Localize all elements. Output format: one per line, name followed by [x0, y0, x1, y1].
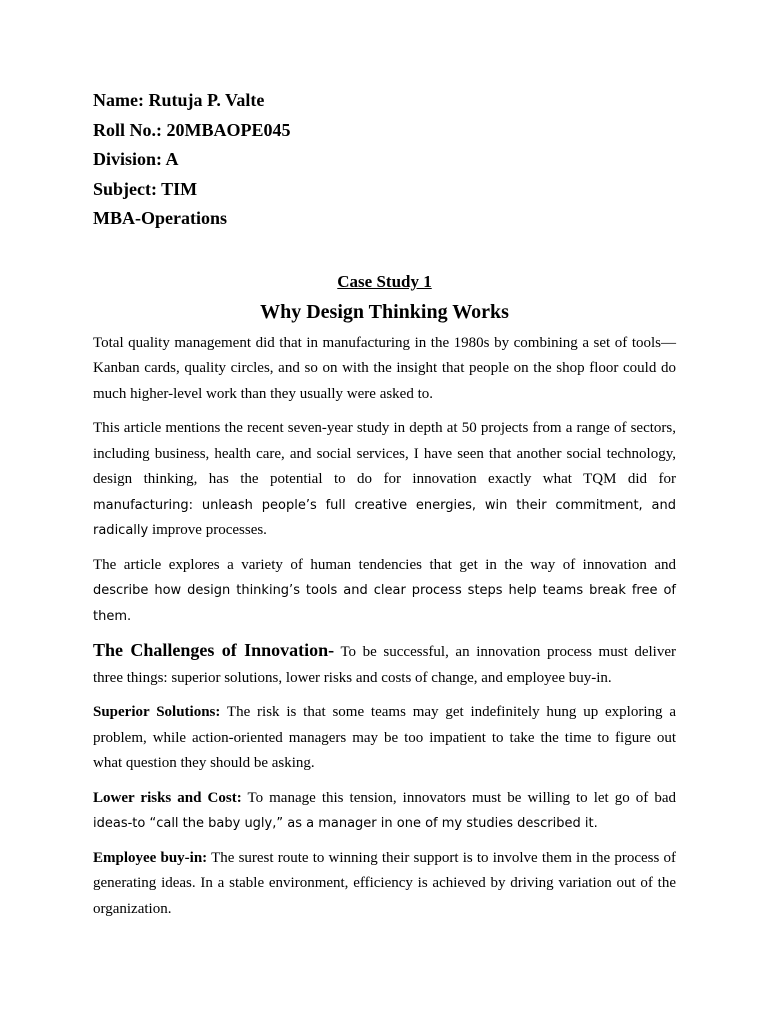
superior-solutions-heading: Superior Solutions: [93, 704, 221, 720]
division: Division: A [93, 149, 179, 169]
paragraph-study-text: This article mentions the recent seven-year study in depth at 50 projects from a range of sectors, including business, health care, and social services, I have seen that another social technology, design thinking, has the potential to do for innovation exactly what TQM did for [93, 420, 676, 487]
case-study-title: Case Study 1 [337, 271, 432, 291]
employee-buy-in-text: The surest route to winning their support is to involve them in the process of generating ideas. In a stable environment, efficiency is achieved by driving variation out of the organization. [93, 849, 676, 917]
roll-number: Roll No.: 20MBAOPE045 [93, 119, 291, 140]
challenges-text: To be successful, an innovation process must deliver three things: superior solutions, lower risks and costs of change, and employee buy-in. [93, 644, 676, 686]
student-name: Name: Rutuja P. Valte [93, 90, 265, 110]
paragraph-study-end: improve processes. [148, 522, 267, 538]
paragraph-study-sans-text: manufacturing: unleash people’s full creative energies, win their commitment, and radically [93, 497, 676, 538]
article-title: Why Design Thinking Works [260, 300, 509, 323]
student-info [93, 86, 676, 234]
subject: Subject: TIM [93, 178, 198, 199]
lower-risks-text: To manage this tension, innovators must be willing to let go of bad [241, 789, 676, 806]
lower-risks-sans-text: ideas-to “call the baby ugly,” as a manager in one of my studies described it. [93, 816, 598, 831]
paragraph-tqm [93, 331, 676, 408]
paragraph-tendencies [93, 553, 676, 630]
challenges-heading: The Challenges of Innovation- [93, 640, 335, 660]
employee-buy-in-heading: Employee buy-in: [93, 849, 208, 866]
paragraph-tendencies-sans-text: describe how design thinking’s tools and clear process steps help teams break free of them. [93, 583, 676, 624]
paragraph-superior-solutions [93, 700, 676, 777]
program: MBA-Operations [93, 208, 227, 228]
paragraph-employee-buy-in [93, 846, 676, 923]
paragraph-study [93, 416, 676, 544]
paragraph-lower-risks [93, 786, 676, 837]
paragraph-challenges [93, 638, 676, 691]
superior-solutions-text: The risk is that some teams may get indefinitely hung up exploring a problem, while action-oriented managers may be too impatient to take the time to figure out what question they should be asking. [93, 704, 676, 771]
paragraph-tendencies-text: The article explores a variety of human tendencies that get in the way of innovation and [93, 556, 676, 573]
paragraph-tqm-text: Total quality management did that in manufacturing in the 1980s by combining a set of tools—Kanban cards, quality circles, and so on with the insight that people on the shop floor could do much higher-level work than they usually were asked to. [93, 334, 676, 402]
lower-risks-heading: Lower risks and Cost: [93, 789, 242, 806]
